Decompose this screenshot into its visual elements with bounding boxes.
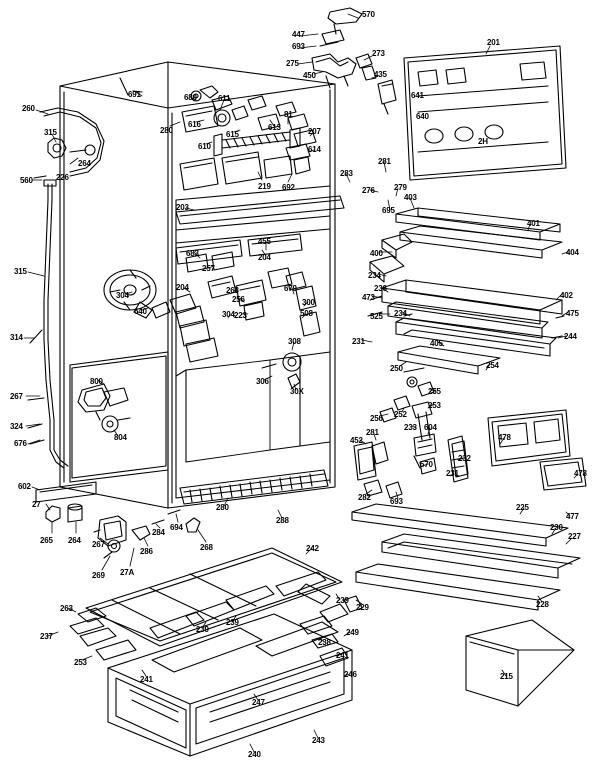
callout-227: 227 [568,532,581,541]
callout-282: 282 [358,493,371,502]
callout-263: 263 [60,604,73,613]
callout-276: 276 [362,186,375,195]
callout-570: 570 [420,460,433,469]
callout-602: 602 [18,482,31,491]
callout-244: 244 [564,332,577,341]
callout-240: 240 [248,750,261,759]
callout-280: 280 [216,503,229,512]
callout-281: 281 [366,428,379,437]
callout-679: 679 [284,284,297,293]
callout-615: 615 [226,130,239,139]
callout-676: 676 [14,439,27,448]
callout-231: 231 [446,469,459,478]
callout-254: 254 [486,361,499,370]
callout-695: 695 [382,206,395,215]
callout-255: 255 [428,387,441,396]
callout-403: 403 [404,193,417,202]
callout-253: 253 [74,658,87,667]
callout-640: 640 [416,112,429,121]
callout-683: 683 [186,249,199,258]
callout-288: 288 [276,516,289,525]
callout-256: 256 [370,414,383,423]
callout-693: 693 [292,42,305,51]
callout-225: 225 [516,503,529,512]
callout-284: 284 [152,528,165,537]
callout-283: 283 [340,169,353,178]
callout-560: 560 [20,176,33,185]
callout-693: 693 [390,497,403,506]
callout-450: 450 [303,71,316,80]
callout-207: 207 [308,127,321,136]
callout-613: 613 [268,123,281,132]
callout-256: 256 [232,295,245,304]
callout-324: 324 [10,422,23,431]
callout-246: 246 [344,670,357,679]
callout-232: 232 [458,454,471,463]
callout-315: 315 [14,267,27,276]
callout-230: 230 [550,523,563,532]
callout-234: 234 [368,271,381,280]
callout-604: 604 [424,423,437,432]
callout-473: 473 [362,293,375,302]
callout-265: 265 [40,536,53,545]
callout-478: 478 [498,433,511,442]
callout-267: 267 [10,392,23,401]
callout-239: 239 [226,618,239,627]
callout-249: 249 [346,628,359,637]
callout-263: 263 [226,286,239,295]
callout-286: 286 [140,547,153,556]
callout-204: 204 [176,283,189,292]
callout-525: 525 [370,312,383,321]
callout-508: 508 [300,309,313,318]
callout-306: 306 [256,377,269,386]
callout-236: 236 [374,284,387,293]
callout-300: 300 [302,298,315,307]
callout-804: 804 [114,433,127,442]
callout-30X: 30X [290,387,304,396]
callout-201: 201 [487,38,500,47]
callout-242: 242 [306,544,319,553]
callout-229: 229 [356,603,369,612]
callout-691: 691 [128,90,141,99]
callout-260: 260 [22,104,35,113]
callout-304: 304 [222,310,235,319]
callout-250: 250 [390,364,403,373]
callout-81: 81 [284,110,293,119]
callout-275: 275 [286,59,299,68]
callout-455: 455 [258,237,271,246]
callout-570: 570 [362,10,375,19]
callout-614: 614 [308,145,321,154]
callout-252: 252 [394,410,407,419]
callout-304: 304 [116,291,129,300]
callout-234: 234 [394,309,407,318]
callout-315: 315 [44,128,57,137]
callout-694: 694 [170,523,183,532]
callout-447: 447 [292,30,305,39]
callout-404: 404 [566,248,579,257]
callout-610: 610 [198,142,211,151]
callout-281: 281 [378,157,391,166]
callout-478: 478 [574,469,587,478]
callout-314: 314 [10,333,23,342]
callout-692: 692 [282,183,295,192]
callout-239: 239 [336,596,349,605]
callout-2H: 2H [478,137,488,146]
callout-269: 269 [92,571,105,580]
callout-273: 273 [372,49,385,58]
callout-279: 279 [394,183,407,192]
callout-243: 243 [312,736,325,745]
callout-611: 611 [218,94,231,103]
callout-215: 215 [500,672,513,681]
callout-308: 308 [288,337,301,346]
callout-204: 204 [258,253,271,262]
callout-27A: 27A [120,568,135,577]
callout-477: 477 [566,512,579,521]
callout-27: 27 [32,500,41,509]
callout-264: 264 [68,536,81,545]
callout-219: 219 [258,182,271,191]
callout-475: 475 [566,309,579,318]
callout-435: 435 [374,70,387,79]
callout-401: 401 [527,219,540,228]
callout-680: 680 [184,93,197,102]
callout-616: 616 [188,120,201,129]
callout-238: 238 [318,638,331,647]
callout-402: 402 [560,291,573,300]
callout-203: 203 [176,203,189,212]
callout-264: 264 [78,159,91,168]
callout-241: 241 [140,675,153,684]
callout-400: 400 [370,249,383,258]
callout-405: 405 [430,339,443,348]
callout-253: 253 [428,401,441,410]
callout-452: 452 [350,436,363,445]
callout-247: 247 [252,698,265,707]
callout-268: 268 [200,543,213,552]
callout-233: 233 [404,423,417,432]
callout-280: 280 [160,126,173,135]
callout-226: 226 [56,173,69,182]
callout-237: 237 [40,632,53,641]
callout-241: 241 [336,651,349,660]
callout-223: 223 [234,311,247,320]
callout-231: 231 [352,337,365,346]
callout-800: 800 [90,377,103,386]
callout-640: 640 [134,307,147,316]
callout-239: 239 [196,625,209,634]
callout-257: 257 [202,264,215,273]
callout-641: 641 [411,91,424,100]
callout-267: 267 [92,540,105,549]
callout-228: 228 [536,600,549,609]
